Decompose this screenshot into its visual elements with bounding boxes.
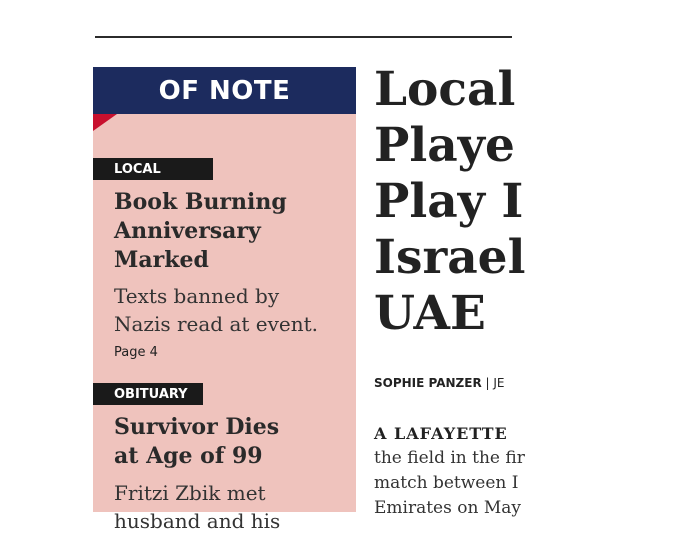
headline-line: Israel [374, 230, 526, 285]
of-note-sidebar [93, 67, 356, 533]
headline-line: Book Burning [114, 189, 287, 215]
page-reference: Page 4 [114, 345, 158, 360]
byline-author: SOPHIE PANZER [374, 376, 482, 390]
body-text-line: the field in the fir [374, 448, 525, 468]
red-flag-corner [93, 114, 117, 131]
headline-line: Local [374, 62, 516, 117]
main-story-headline[interactable] [374, 62, 674, 342]
byline-publication: | JE [481, 376, 505, 390]
brief-headline-survivor[interactable] [114, 413, 349, 471]
brief-dek-book-burning [114, 282, 354, 338]
headline-line: Anniversary [114, 218, 261, 244]
body-text-line: match between I [374, 473, 519, 493]
dek-line: Nazis read at event. [114, 312, 319, 336]
sidebar-header: OF NOTE [93, 67, 356, 114]
body-text-line: Emirates on May [374, 498, 521, 518]
dek-line: husband and his [114, 509, 281, 533]
section-tag-local: LOCAL [93, 158, 213, 180]
brief-dek-survivor [114, 479, 354, 535]
headline-line: Survivor Dies [114, 414, 280, 440]
headline-line: Marked [114, 247, 209, 273]
headline-line: Playe [374, 118, 515, 173]
lead-in-caps: A LAFAYETTE [374, 424, 508, 443]
headline-line: Play I [374, 174, 524, 229]
headline-line: UAE [374, 286, 486, 341]
brief-headline-book-burning[interactable] [114, 188, 349, 275]
dek-line: Fritzi Zbik met [114, 481, 266, 505]
headline-line: at Age of 99 [114, 443, 263, 469]
top-rule [95, 36, 512, 38]
byline [374, 376, 504, 390]
section-tag-obituary: OBITUARY [93, 383, 203, 405]
dek-line: Texts banned by [114, 284, 280, 308]
